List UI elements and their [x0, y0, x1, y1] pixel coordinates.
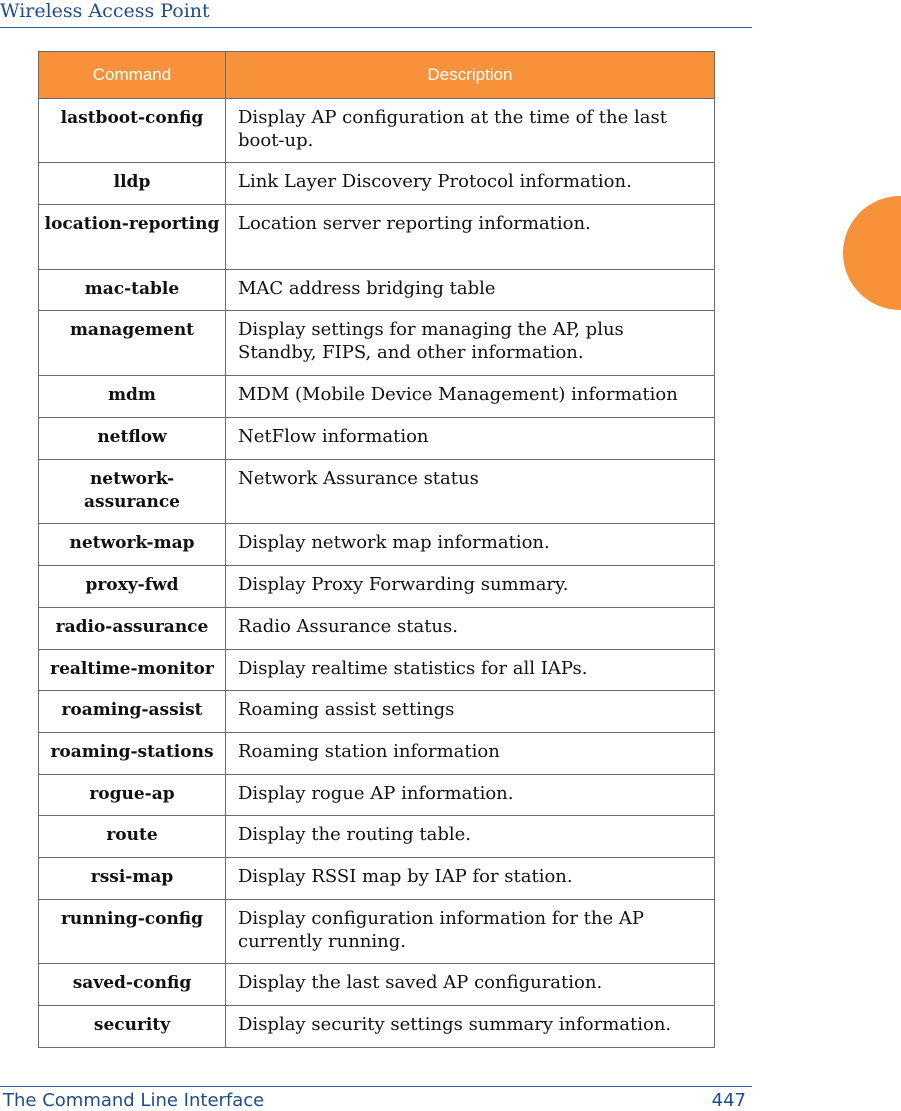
- table-row: [39, 650, 715, 691]
- table-row: [39, 858, 715, 900]
- command-cell: proxy-fwd: [39, 566, 226, 608]
- table-row: [39, 163, 715, 205]
- table-row: [39, 205, 715, 270]
- description-cell: Display network map information.: [226, 524, 715, 566]
- command-cell: mac-table: [39, 270, 226, 311]
- command-cell: radio-assurance: [39, 608, 226, 650]
- command-cell: location-reporting: [39, 205, 226, 270]
- table-row: [39, 608, 715, 650]
- footer-divider: [0, 1086, 752, 1087]
- command-cell: lastboot-config: [39, 99, 226, 163]
- table-row: [39, 1006, 715, 1048]
- description-cell: Display Proxy Forwarding summary.: [226, 566, 715, 608]
- command-table: [38, 51, 715, 1048]
- description-cell: Network Assurance status: [226, 460, 715, 524]
- command-cell: realtime-monitor: [39, 650, 226, 691]
- description-cell: Location server reporting information.: [226, 205, 715, 270]
- command-cell: network-assurance: [39, 460, 226, 524]
- description-cell: Display the routing table.: [226, 816, 715, 858]
- description-cell: Display the last saved AP configuration.: [226, 964, 715, 1006]
- table-row: [39, 270, 715, 311]
- command-cell: rssi-map: [39, 858, 226, 900]
- table-row: [39, 733, 715, 775]
- command-cell: running-config: [39, 900, 226, 964]
- chapter-tab-marker: [843, 196, 901, 310]
- table-row: [39, 691, 715, 733]
- command-cell: lldp: [39, 163, 226, 205]
- command-cell: security: [39, 1006, 226, 1048]
- table-row: [39, 900, 715, 964]
- table-row: [39, 964, 715, 1006]
- page-number: 447: [711, 1090, 746, 1111]
- column-header-description: Description: [226, 52, 715, 99]
- command-cell: saved-config: [39, 964, 226, 1006]
- description-cell: Display settings for managing the AP, plus Standby, FIPS, and other information.: [226, 311, 715, 376]
- command-cell: roaming-stations: [39, 733, 226, 775]
- header-divider: [0, 27, 752, 28]
- table-row: [39, 524, 715, 566]
- table-row: [39, 418, 715, 460]
- command-cell: network-map: [39, 524, 226, 566]
- description-cell: Display realtime statistics for all IAPs.: [226, 650, 715, 691]
- description-cell: Display AP configuration at the time of the last boot-up.: [226, 99, 715, 163]
- description-cell: Radio Assurance status.: [226, 608, 715, 650]
- description-cell: Roaming station information: [226, 733, 715, 775]
- description-cell: Display RSSI map by IAP for station.: [226, 858, 715, 900]
- command-cell: route: [39, 816, 226, 858]
- description-cell: Link Layer Discovery Protocol information.: [226, 163, 715, 205]
- description-cell: NetFlow information: [226, 418, 715, 460]
- command-cell: mdm: [39, 376, 226, 418]
- table-row: [39, 566, 715, 608]
- table-row: [39, 775, 715, 816]
- table-row: [39, 311, 715, 376]
- description-cell: Display security settings summary information.: [226, 1006, 715, 1048]
- description-cell: Roaming assist settings: [226, 691, 715, 733]
- command-cell: rogue-ap: [39, 775, 226, 816]
- table-header-row: [39, 52, 715, 99]
- command-cell: netflow: [39, 418, 226, 460]
- running-header: Wireless Access Point: [0, 0, 210, 22]
- command-cell: roaming-assist: [39, 691, 226, 733]
- command-cell: management: [39, 311, 226, 376]
- description-cell: Display configuration information for the AP currently running.: [226, 900, 715, 964]
- description-cell: MDM (Mobile Device Management) information: [226, 376, 715, 418]
- table-row: [39, 99, 715, 163]
- footer-section-title: The Command Line Interface: [3, 1090, 265, 1111]
- table-row: [39, 460, 715, 524]
- column-header-command: Command: [39, 52, 226, 99]
- description-cell: MAC address bridging table: [226, 270, 715, 311]
- description-cell: Display rogue AP information.: [226, 775, 715, 816]
- table-row: [39, 816, 715, 858]
- table-row: [39, 376, 715, 418]
